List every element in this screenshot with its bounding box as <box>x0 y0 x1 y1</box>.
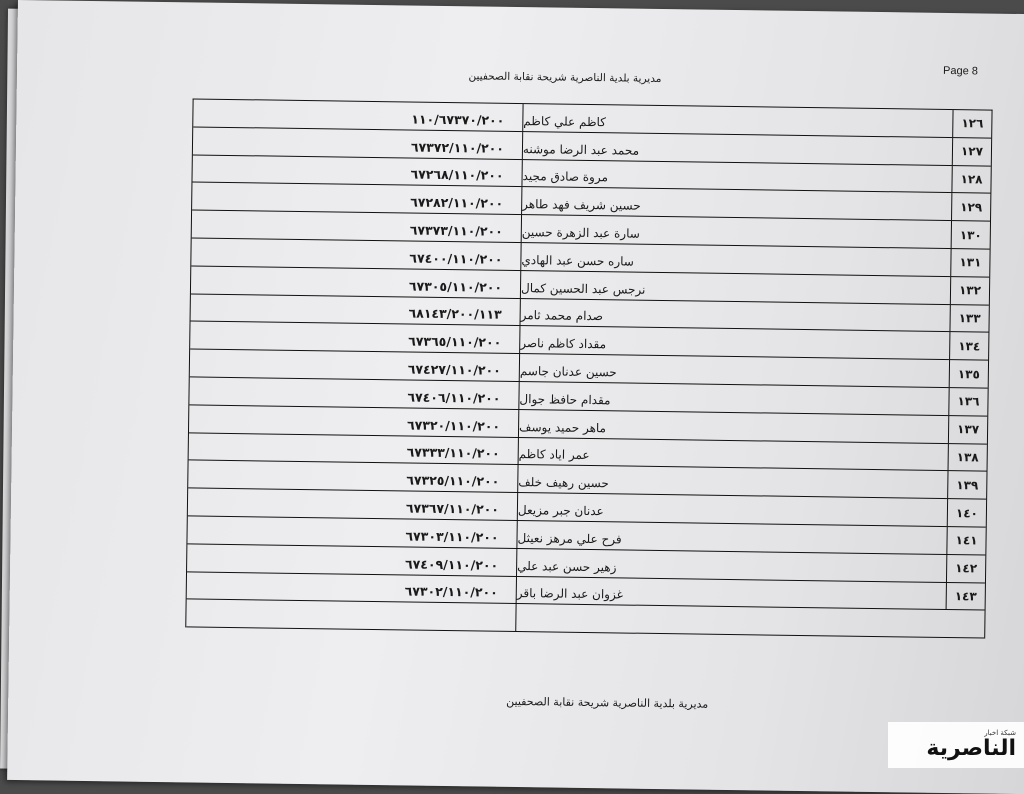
code-cell: ٦٧٢٨٢/١١٠/٢٠٠ <box>192 183 522 214</box>
name-cell: حسين عدنان جاسم <box>520 354 950 387</box>
code-cell: ٦٧٤٠٠/١١٠/٢٠٠ <box>191 238 521 269</box>
page-footer: مديرية بلدية الناصرية شريحة نقابة الصحفيين <box>506 694 709 711</box>
document-page <box>7 0 1024 794</box>
code-cell: ٦٧٣٦٧/١١٠/٢٠٠ <box>188 489 518 520</box>
number-cell: ١٣٢ <box>958 283 982 298</box>
number-cell: ١٣٤ <box>958 338 981 354</box>
name-cell: مروة صادق مجيد <box>522 160 952 193</box>
empty-code-cell <box>186 600 516 631</box>
name-cell: عمر اياد كاظم <box>519 438 949 471</box>
name-cell: صدام محمد ثامر <box>521 299 951 332</box>
names-table <box>185 98 992 638</box>
number-cell: ١٢٨ <box>960 172 983 187</box>
name-cell: ساره حسن عبد الهادي <box>521 243 951 276</box>
code-cell: ٦٧٣٢٥/١١٠/٢٠٠ <box>188 461 518 492</box>
name-cell: فرح علي مرهز نعيثل <box>517 521 947 554</box>
number-cell: ١٣٥ <box>957 366 980 382</box>
code-cell: ٦٧٣٣٣/١١٠/٢٠٠ <box>189 433 519 464</box>
name-cell: ماهر حميد يوسف <box>519 410 949 443</box>
code-cell: ٦٧٢٦٨/١١٠/٢٠٠ <box>192 155 522 186</box>
number-cell: ١٤٠ <box>955 505 979 520</box>
number-cell: ١٣٨ <box>956 450 979 465</box>
code-cell: ٦٧٣٧٣/١١٠/٢٠٠ <box>192 211 522 242</box>
number-cell: ١٣٣ <box>958 311 981 326</box>
number-cell: ١٢٦ <box>961 116 984 131</box>
name-cell: سارة عبد الزهرة حسين <box>522 215 952 248</box>
number-cell: ١٣٩ <box>956 477 979 493</box>
code-cell: ٦٧٣٦٥/١١٠/٢٠٠ <box>190 322 520 353</box>
number-cell: ١٣٠ <box>959 227 982 243</box>
code-cell: ٦٨١٤٣/٢٠٠/١١٣ <box>191 294 521 325</box>
name-cell: محمد عبد الرضا موشنه <box>523 132 953 165</box>
name-cell: مقداد كاظم ناصر <box>520 326 950 359</box>
number-cell: ١٣٦ <box>957 394 980 409</box>
name-cell: مقدام حافظ جوال <box>519 382 949 415</box>
empty-number-cell <box>946 610 984 637</box>
code-cell: ٦٧٣٠٣/١١٠/٢٠٠ <box>187 516 517 547</box>
name-cell: حسين شريف فهد طاهر <box>522 187 952 220</box>
code-cell: ٦٧٣٠٥/١١٠/٢٠٠ <box>191 266 521 297</box>
empty-name-cell <box>516 604 946 637</box>
name-cell: حسين رهيف خلف <box>518 465 948 498</box>
name-cell: كاظم علي كاظم <box>523 104 953 137</box>
code-cell: ٦٧٤٢٧/١١٠/٢٠٠ <box>190 350 520 381</box>
code-cell: ٦٧٤٠٦/١١٠/٢٠٠ <box>189 377 519 408</box>
code-cell: ١١٠/٦٧٣٧٠/٢٠٠ <box>193 99 523 130</box>
number-cell: ١٤١ <box>955 533 978 548</box>
code-cell: ٦٧٤٠٩/١١٠/٢٠٠ <box>187 544 517 575</box>
number-cell: ١٤٣ <box>954 589 977 604</box>
number-cell: ١٢٩ <box>960 199 983 215</box>
name-cell: نرجس عبد الحسين كمال <box>521 271 951 304</box>
code-cell: ٦٧٣٧٢/١١٠/٢٠٠ <box>193 127 523 158</box>
number-cell: ١٢٧ <box>960 144 984 159</box>
name-cell: غزوان عبد الرضا باقر <box>517 577 947 610</box>
watermark-logo <box>888 722 1024 768</box>
page-header: مديرية بلدية الناصرية شريحة نقابة الصحفيين <box>468 70 662 85</box>
watermark-big-text: الناصرية <box>926 736 1016 761</box>
name-cell: زهير حسن عبد علي <box>517 549 947 582</box>
number-cell: ١٣١ <box>959 255 982 270</box>
code-cell: ٦٧٣٢٠/١١٠/٢٠٠ <box>189 405 519 436</box>
number-cell: ١٤٢ <box>955 561 978 576</box>
page-number: Page 8 <box>943 64 979 78</box>
code-cell: ٦٧٣٠٢/١١٠/٢٠٠ <box>187 572 517 603</box>
name-cell: عدنان جبر مزيعل <box>518 493 948 526</box>
number-cell: ١٣٧ <box>956 422 980 437</box>
watermark-small-text: شبكة اخبار <box>984 729 1016 737</box>
